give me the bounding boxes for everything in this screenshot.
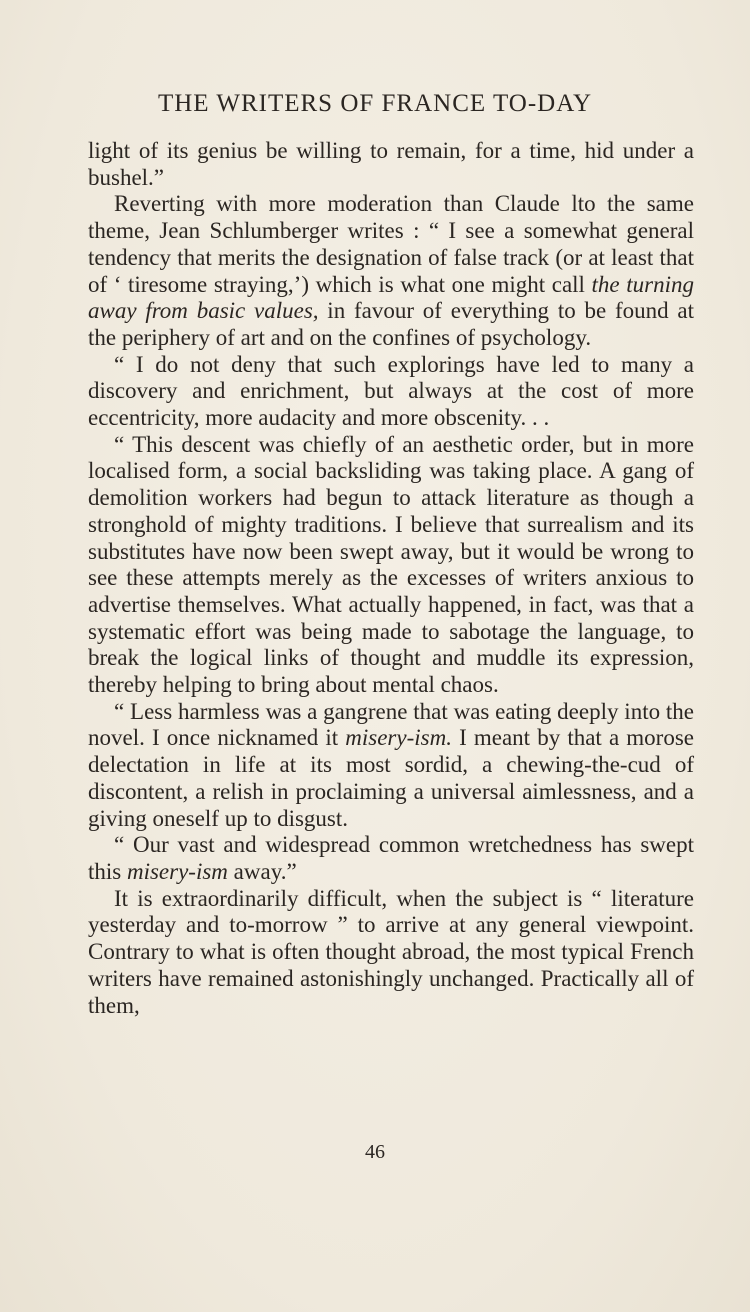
paragraph-4: “ This descent was chiefly of an aesthetic order, but in more localised form, a social backsliding was taking place. A gang of demolition workers had begun to attack literature as though a stronghold of mighty traditions. I believe that surrealism and its substitutes have now been swept away, but it would be wrong to see these attempts merely as the excesses of writers anxious to advertise themselves. What actually happened, in fact, was that a systematic effort was being made to sabotage the language, to break the logical links of thought and muddle its expression, thereby helping to bring about mental chaos. bbox=[88, 431, 694, 698]
paragraph-6 bbox=[88, 832, 694, 885]
paragraph-7: It is extraordinarily difficult, when the subject is “ literature yesterday and to-morrow ” to arrive at any general viewpoint. Contrary to what is often thought abroad, the most typical French writers have remained astonishingly unchanged. Practically all of them, bbox=[88, 885, 694, 1018]
paragraph-6-italic: misery-ism bbox=[126, 858, 228, 884]
paragraph-2-text-b: in favour of everything to be found at the periphery of art and on the confines of psychology. bbox=[88, 298, 694, 350]
paragraph-1: light of its genius be willing to remain, for a time, hid under a bushel.” bbox=[88, 138, 694, 190]
paragraph-2-italic: the turning away from basic values, bbox=[88, 271, 694, 324]
body-text bbox=[88, 138, 694, 1019]
paragraph-5-text-b: I meant by that a morose delectation in life at its most sordid, a chewing-the-cud of discontent, a relish in proclaiming a universal aimlessness, and a giving oneself up to disgust. bbox=[88, 725, 694, 831]
paragraph-2-text-a: Reverting with more moderation than Claude lto the same theme, Jean Schlumberger writes : “ I see a somewhat general tendency that merits the designation of false track (or at least that of ‘ tiresome straying,’) which is what one might call bbox=[88, 191, 694, 297]
paragraph-6-text-b: away.” bbox=[227, 858, 297, 884]
running-header: THE WRITERS OF FRANCE TO-DAY bbox=[157, 90, 593, 117]
paragraph-5-text-a: “ Less harmless was a gangrene that was eating deeply into the novel. I once nicknamed it bbox=[88, 698, 694, 751]
paragraph-6-text-a: “ Our vast and widespread common wretchedness has swept this bbox=[88, 832, 694, 884]
paragraph-2 bbox=[88, 191, 694, 351]
paragraph-5 bbox=[88, 699, 694, 833]
paragraph-3: “ I do not deny that such explorings have led to many a discovery and enrichment, but always at the cost of more eccentricity, more audacity and more obscenity. . . bbox=[88, 351, 694, 431]
page-number: 46 bbox=[365, 1141, 385, 1163]
paragraph-5-italic: misery-ism. bbox=[345, 725, 452, 751]
